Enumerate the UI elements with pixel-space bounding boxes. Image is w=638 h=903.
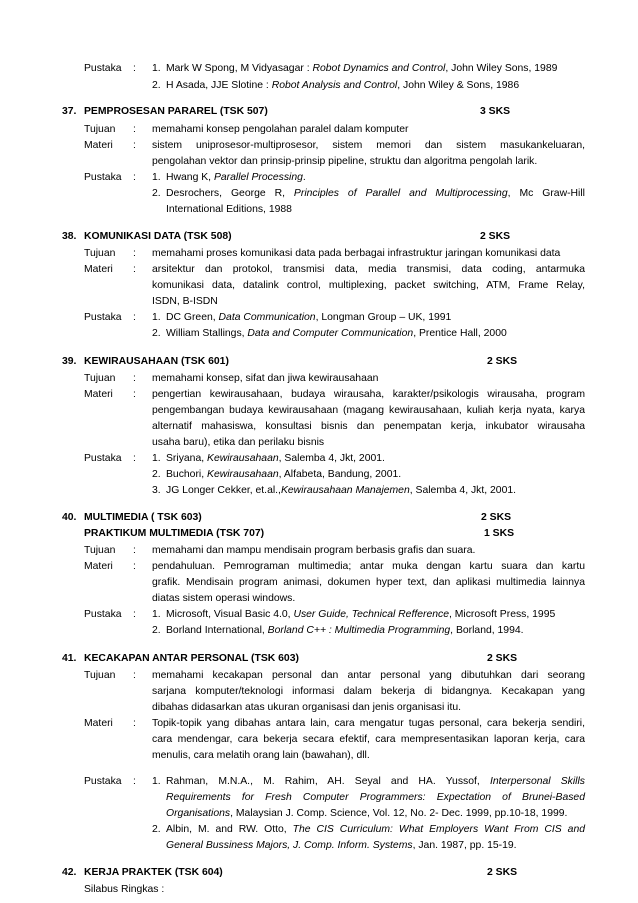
silabus-label: Silabus Ringkas : xyxy=(84,884,165,895)
course-tujuan: memahami dan mampu mendisain program berbasis grafis dan suara. xyxy=(152,545,476,556)
course-tujuan: memahami proses komunikasi data pada berbagai infrastruktur jaringan komunikasi data xyxy=(152,248,561,259)
course-sks: 3 SKS xyxy=(480,106,511,117)
course-title: KERJA PRAKTEK (TSK 604) xyxy=(84,867,223,878)
course-sks: 2 SKS xyxy=(487,653,518,664)
course-materi: pengertian kewirausahaan, budaya wirausaha, karakter/psikologis wirausaha, program xyxy=(152,389,585,400)
course-title: KEWIRAUSAHAAN (TSK 601) xyxy=(84,356,229,367)
course-materi: pendahuluan. Pemrograman multimedia; antar muka dengan kartu suara dan kartu xyxy=(152,561,585,572)
course-title: PRAKTIKUM MULTIMEDIA (TSK 707) xyxy=(84,528,265,539)
course-materi: arsitektur dan protokol, transmisi data, media transmisi, data coding, antarmuka xyxy=(152,264,585,275)
course-materi: sistem uniprosesor-multiprosesor, sistem memori dan sistem masukankeluaran, xyxy=(152,140,585,151)
course-materi: Topik-topik yang dibahas antara lain, cara mengatur tugas personal, cara bekerja sendiri, xyxy=(152,718,585,729)
pustaka-label: Pustaka xyxy=(84,63,122,74)
document-page: Pustaka : 1. Mark W Spong, M Vidyasagar : Robot Dynamics and Control, John Wiley Sons, 1989 2. H Asada, JJE Slotine : Robot Analysis and Control, John Wiley & Sons, 1986 37. PEMPROSESAN PARAREL (TSK 507) 3 SKS Tujuan : memahami konsep pengolahan paralel dalam komputer Materi : sistem uniprosesor-multiprosesor, sistem memori dan sistem masukankeluaran, pengolahan vektor dan prinsip-prinsip pipeline, struktu dan algoritma pengolah larik. Pustaka : 1. Hwang K, Parallel Processing. 2. Desrochers, George R, Principles of Parallel and Multiprocessing, Mc Graw-Hill International Editions, 1988 38. KOMUNIKASI DATA (TSK 508) 2 SKS Tujuan : memahami proses komunikasi data pada berbagai infrastruktur jaringan komunikasi data Materi : arsitektur dan protokol, transmisi data, media transmisi, data coding, antarmuka komunikasi data, datalink control, multiplexing, packet switching, ATM, Frame Relay, ISDN, B-ISDN Pustaka : 1. DC Green, Data Communication, Longman Group – UK, 1991 2. William Stallings, Data and Computer Communication, Prentice Hall, 2000 39. KEWIRAUSAHAAN (TSK 601) 2 SKS Tujuan : memahami konsep, sifat dan jiwa kewirausahaan Materi : pengertian kewirausahaan, budaya wirausaha, karakter/psikologis wirausaha, program pengembangan budaya kewirausahaan (magang kewirausahaan, kuliah kerja nyata, karya alternatif mahasiswa, konsultasi bisnis dan penempatan kerja, inkubator wirausaha usaha baru), etika dan perilaku bisnis Pustaka : 1. Sriyana, Kewirausahaan, Salemba 4, Jkt, 2001. 2. Buchori, Kewirausahaan, Alfabeta, Bandung, 2001. 3. JG Longer Cekker, et.al.,Kewirausahaan Manajemen, Salemba 4, Jkt, 2001. 40. MULTIMEDIA ( TSK 603) 2 SKS PRAKTIKUM MULTIMEDIA (TSK 707) 1 SKS Tujuan : memahami dan mampu mendisain program berbasis grafis dan suara. Materi : pendahuluan. Pemrograman multimedia; antar muka dengan kartu suara dan kartu grafik. Mendisain program animasi, dokumen hyper text, dan aplikasi multimedia lainnya diatas sistem operasi windows. Pustaka : 1. Microsoft, Visual Basic 4.0, User Guide, Technical Refference, Microsoft Press, 1995 2. Borland International, Borland C++ : Multimedia Programming, Borland, 1994. 41. KECAKAPAN ANTAR PERSONAL (TSK 603) 2 SKS Tujuan : memahami kecakapan personal dan antar personal yang dibutuhkan dari seorang sarjana komputer/teknologi informasi dalam bekerja di bidangnya. Kecakapan yang dibahas didasarkan atas ukuran organisasi dan jenis organisasi itu. Materi : Topik-topik yang dibahas antara lain, cara mengatur tugas personal, cara bekerja sendiri, cara mendengar, cara bekerja secara efektif, cara mempresentasikan laporan kerja, cara menulis, cara melatih orang lain (bawahan), dll. Pustaka : 1. Rahman, M.N.A., M. Rahim, AH. Seyal and HA. Yussof, Interpersonal Skills Requirements for Fresh Computer Programmers: Expectation of Brunei-Based Organisations, Malaysian J. Comp. Science, Vol. 12, No. 2- Dec. 1999, pp.10-18, 1999. 2. Albin, M. and RW. Otto, The CIS Curriculum: What Employers Want From CIS and General Bussiness Majors, J. Comp. Inform. Systems, Jan. 1987, pp. 15-19. 42. KERJA PRAKTEK (TSK 604) 2 SKS Silabus Ringkas : xyxy=(62,63,586,895)
course-title: KECAKAPAN ANTAR PERSONAL (TSK 603) xyxy=(84,653,299,664)
course-tujuan: memahami konsep, sifat dan jiwa kewirausahaan xyxy=(152,373,379,384)
course-title: KOMUNIKASI DATA (TSK 508) xyxy=(84,231,232,242)
course-sks: 2 SKS xyxy=(480,231,511,242)
course-tujuan: memahami konsep pengolahan paralel dalam komputer xyxy=(152,124,409,135)
course-sks: 1 SKS xyxy=(484,528,515,539)
course-title: PEMPROSESAN PARAREL (TSK 507) xyxy=(84,106,268,117)
course-sks: 2 SKS xyxy=(487,867,518,878)
course-title: MULTIMEDIA ( TSK 603) xyxy=(84,512,202,523)
course-sks: 2 SKS xyxy=(487,356,518,367)
course-sks: 2 SKS xyxy=(481,512,512,523)
course-tujuan: memahami kecakapan personal dan antar personal yang dibutuhkan dari seorang xyxy=(152,670,585,681)
